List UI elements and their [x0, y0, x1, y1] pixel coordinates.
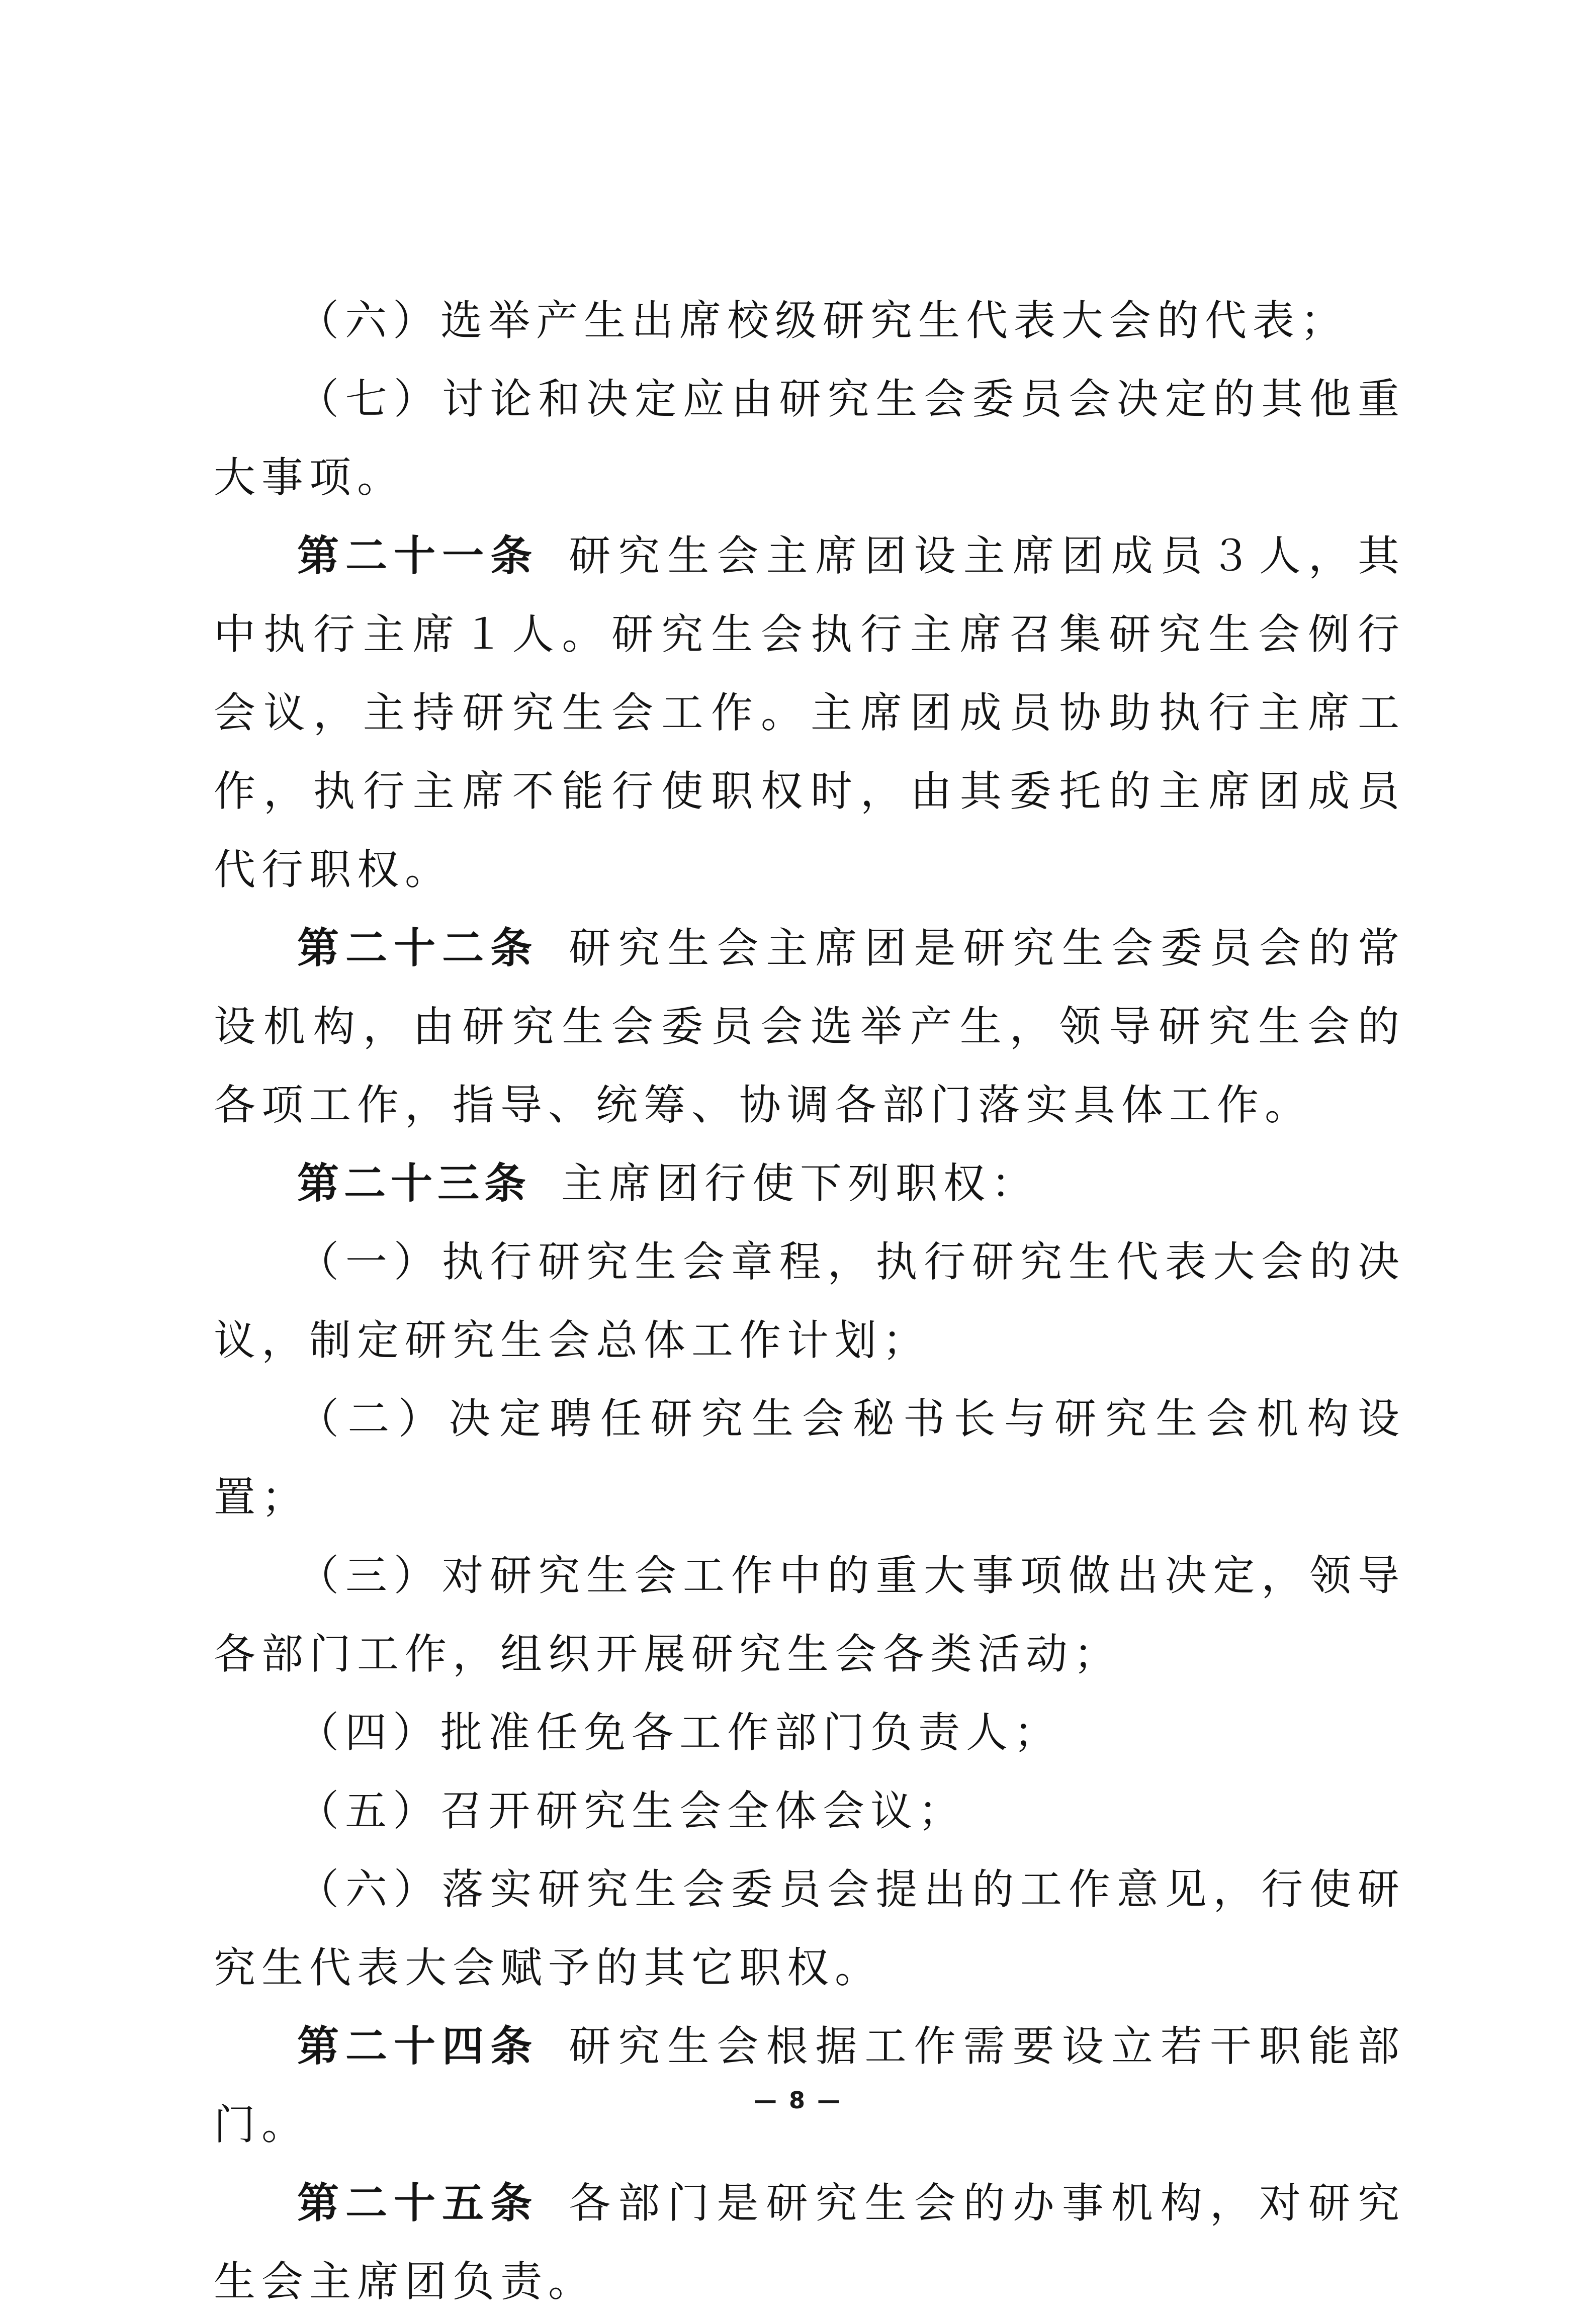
article-paragraph: [214, 2007, 1405, 2164]
article-paragraph: [214, 1144, 1405, 1223]
article-heading: 第二十三条: [297, 1159, 531, 1208]
article-paragraph: [214, 517, 1405, 909]
paragraph-text: （七）讨论和决定应由研究生会委员会决定的其他重大事项。: [214, 375, 1405, 502]
paragraph-text: 各部门是研究生会的办事机构，对研究生会主席团负责。: [214, 2179, 1406, 2306]
paragraph-text: （五）召开研究生会全体会议；: [297, 1787, 966, 1835]
paragraph-text: 研究生会根据工作需要设立若干职能部门。: [214, 2022, 1406, 2149]
page-number: — 8 —: [753, 2087, 843, 2114]
paragraph: [214, 1537, 1405, 1693]
article-heading: 第二十四条: [297, 2022, 539, 2071]
article-paragraph: [214, 909, 1405, 1144]
paragraph: [214, 1850, 1405, 2007]
article-paragraph: [214, 2164, 1405, 2321]
paragraph: [214, 1772, 1405, 1850]
paragraph: [214, 360, 1405, 517]
paragraph: [214, 1380, 1405, 1537]
paragraph-text: （三）对研究生会工作中的重大事项做出决定，领导各部门工作，组织开展研究生会各类活动；: [214, 1551, 1405, 1678]
article-heading: 第二十二条: [297, 924, 539, 972]
paragraph-text: （一）执行研究生会章程，执行研究生代表大会的决议，制定研究生会总体工作计划；: [214, 1237, 1405, 1365]
article-heading: 第二十五条: [297, 2179, 539, 2227]
paragraph: [214, 1223, 1405, 1380]
paragraph-text: 主席团行使下列职权：: [561, 1159, 1039, 1208]
paragraph-text: 研究生会主席团是研究生会委员会的常设机构，由研究生会委员会选举产生，领导研究生会的各项工作，指导、统筹、协调各部门落实具体工作。: [214, 924, 1406, 1129]
article-heading: 第二十一条: [297, 531, 539, 580]
paragraph: [214, 282, 1405, 360]
document-body: [214, 282, 1405, 2321]
paragraph: [214, 1693, 1405, 1772]
paragraph-text: 研究生会主席团设主席团成员３人，其中执行主席１人。研究生会执行主席召集研究生会例行会议，主持研究生会工作。主席团成员协助执行主席工作，执行主席不能行使职权时，由其委托的主席团成员代行职权。: [214, 531, 1406, 894]
paragraph-text: （六）落实研究生会委员会提出的工作意见，行使研究生代表大会赋予的其它职权。: [214, 1865, 1405, 1992]
paragraph-text: （二）决定聘任研究生会秘书长与研究生会机构设置；: [214, 1394, 1405, 1522]
paragraph-text: （六）选举产生出席校级研究生代表大会的代表；: [297, 296, 1348, 345]
paragraph-text: （四）批准任免各工作部门负责人；: [297, 1708, 1061, 1757]
